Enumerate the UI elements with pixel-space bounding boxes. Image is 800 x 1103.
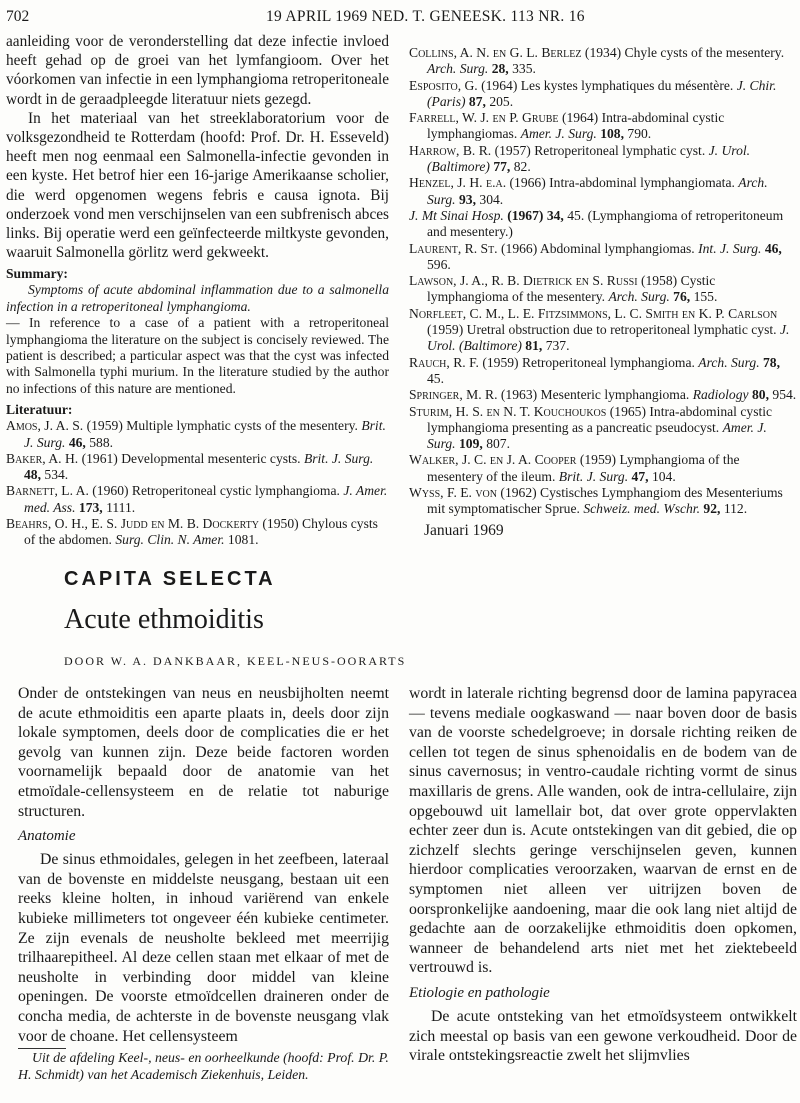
anatomy-heading: Anatomie [18, 828, 76, 845]
reference-volume: 87, [468, 93, 486, 109]
reference-item [409, 273, 797, 306]
etiology-paragraph: De acute ontsteking van het etmoïdsysteem ontwikkelt zich meestal op basis van een gewone verkoudheid. Door de virale ontstekingsreactie zwelt het slijmvlies [409, 1007, 797, 1065]
reference-item [6, 451, 389, 484]
reference-volume: 93, [458, 191, 476, 207]
signature-date: Januari 1969 [424, 522, 504, 539]
anatomy-continuation: wordt in laterale richting begrensd door de lamina papyracea — tevens mediale oogkaswand — naar boven door de basis van de voorste schedelgroeve; in dorsale richting reiken de cellen tot tegen de sinus sphenoidalis en de bodem van de sinus cavernosus; in ventro-caudale richting vormt de sinus maxillaris de grens. Alle wanden, ook de intra-cellulaire, zijn opgebouwd uit lamellair bot, dat over grote oppervlakten echter zeer dun is. Acute ontstekingen van dit gebied, die op zichzelf slechts geringe verschijnselen geven, kunnen hierdoor complicaties veroorzaken, waarvan de ernst en de symptomen niet alleen ver uitrijzen boven de oorspronkelijke aandoening, maar die ook lang niet altijd de gedachte aan de oorzakelijke ethmoiditis doen opkomen, wanneer de behandelend arts niet met het ziektebeeld vertrouwd is. [409, 685, 797, 977]
reference-volume: 109, [458, 436, 483, 452]
page-header [6, 8, 796, 30]
reference-journal: Arch. Surg. [698, 354, 760, 370]
intro-paragraph: Onder de ontstekingen van neus en neusbijholten neemt de acute ethmoiditis een aparte plaats in, deels door zijn lokale symptomen, deels door de complicaties die er het gevolg van kunnen zijn. Deze beide factoren worden voornamelijk bepaald door de anatomie van het etmoïdale-cellensysteem en de relatie tot naburige structuren. [18, 685, 389, 820]
reference-pages: 82. [513, 159, 531, 175]
top-left-column [6, 32, 389, 549]
reference-authors: Harrow, B. R. [409, 142, 492, 158]
reference-pages: 1081. [227, 532, 259, 548]
reference-authors: Lawson, J. A., R. B. Dietrick en S. Russi [409, 273, 638, 289]
reference-item [409, 208, 797, 241]
reference-authors: Esposito, G. [409, 77, 478, 93]
reference-pages: 45. (Lymphangioma of retroperitoneum and mesentery.) [427, 207, 784, 240]
reference-authors: Baker, A. H. [6, 450, 79, 466]
reference-journal: Amer. J. Surg. [427, 419, 767, 452]
paragraph-continuation: aanleiding voor de veronderstelling dat deze infectie invloed heeft gehad op de groei van het lymfangioom. Over het vóorkomen van infectie in een lymphangioma retroperitoneale wordt in de geraadpleegde literatuur niets gezegd. [6, 33, 389, 108]
reference-title: (1959) Retroperitoneal lymphangioma. [482, 354, 695, 370]
summary-text: — In reference to a case of a patient with a retroperitoneal lymphangioma the literature on the subject is concisely reviewed. The patient is described; a particular aspect was that the cyst was infected with Salmonella typhi murium. In the literature studied by the author no infections of this nature are mentioned. [6, 315, 389, 396]
footnote: Uit de afdeling Keel-, neus- en oorheelkunde (hoofd: Prof. Dr. P. H. Schmidt) van het Academisch Ziekenhuis, Leiden. [18, 1050, 389, 1083]
reference-volume: (1967) 34, [507, 207, 564, 223]
reference-authors: Beahrs, O. H., E. S. Judd en M. B. Dockerty [6, 516, 259, 532]
reference-pages: 737. [545, 338, 570, 354]
reference-authors: Henzel, J. H. e.a. [409, 175, 507, 191]
reference-pages: 807. [486, 436, 510, 452]
reference-title: (1966) Abdominal lymphangiomas. [501, 240, 695, 256]
paragraph-salmonella: In het materiaal van het streeklaboratorium voor de volksgezondheid te Rotterdam (hoofd: Prof. Dr. H. Esseveld) heeft men nog eenmaal een Salmonella-infectie gevonden in een kyste. Het betrof hier een 16-jarige Amerikaanse scholier, die werd opgenomen wegens febris e causa ignota. Bij onderzoek vond men verschijnselen van een subfrenisch abces links. Bij operatie werd een geïnfecteerde miltkyste gevonden, waaruit Salmonella görlitz werd gekweekt. [6, 109, 389, 262]
reference-journal: J. Chir. (Paris) [427, 77, 777, 109]
byline: DOOR W. A. DANKBAAR, KEEL-NEUS-OORARTS [64, 654, 407, 668]
reference-item [409, 45, 797, 78]
reference-item [6, 418, 389, 451]
reference-volume: 76, [673, 289, 691, 305]
literature-heading: Literatuur: [6, 402, 73, 418]
reference-journal: Brit. J. Surg. [558, 468, 629, 484]
reference-authors: Sturim, H. S. en N. T. Kouchoukos [409, 403, 607, 419]
reference-authors: Barnett, L. A. [6, 483, 89, 499]
reference-item [6, 483, 389, 516]
reference-journal: J. Urol. (Baltimore) [427, 322, 790, 354]
reference-title: (1950) Chylous cysts of the abdomen. [24, 516, 378, 548]
reference-volume: 78, [763, 354, 780, 370]
reference-journal: Arch. Surg. [427, 61, 489, 77]
reference-authors: Collins, A. N. en G. L. Berlez [409, 45, 582, 60]
reference-authors: Farrell, W. J. en P. Grube [409, 110, 559, 126]
reference-pages: 45. [427, 370, 444, 386]
reference-volume: 108, [600, 126, 624, 142]
reference-volume: 47, [631, 468, 649, 484]
reference-title: (1959) Lymphangioma of the mesentery of the ileum. [427, 452, 740, 484]
reference-title: (1959) Uretral obstruction due to retroperitoneal lymphatic cyst. [427, 322, 777, 338]
reference-authors: Norfleet, C. M., L. E. Fitzsimmons, L. C. Smith en K. P. Carlson [409, 305, 778, 321]
running-head: 19 APRIL 1969 NED. T. GENEESK. 113 NR. 16 [266, 8, 585, 25]
reference-item [409, 306, 797, 355]
reference-item [409, 78, 797, 111]
reference-title: (1963) Mesenteric lymphangioma. [500, 387, 690, 403]
article-right-column [409, 684, 797, 1066]
reference-journal: Brit. J. Surg. [24, 418, 386, 450]
reference-volume: 28, [491, 61, 509, 77]
reference-pages: 104. [651, 468, 676, 484]
reference-journal: Arch. Surg. [608, 289, 670, 305]
reference-title: (1957) Retroperitoneal lymphatic cyst. [494, 142, 706, 158]
reference-list-left [6, 418, 389, 548]
etiology-heading: Etiologie en pathologie [409, 984, 550, 1001]
reference-volume: 80, [751, 387, 769, 403]
reference-journal: Radiology [692, 387, 749, 403]
section-label: CAPITA SELECTA [64, 568, 276, 590]
reference-journal: Amer. J. Surg. [520, 126, 597, 142]
summary-title: Symptoms of acute abdominal inflammation due to a salmonella infection in a retroperitoneal lymphangioma. [6, 282, 389, 314]
reference-pages: 112. [723, 501, 748, 517]
reference-title: (1958) Cystic lymphangioma of the mesentery. [427, 273, 716, 305]
reference-item [409, 387, 797, 403]
reference-title: (1960) Retroperitoneal cystic lymphangioma. [92, 483, 340, 499]
reference-item [409, 452, 797, 485]
reference-pages: 304. [479, 191, 504, 207]
anatomy-paragraph: De sinus ethmoidales, gelegen in het zeefbeen, lateraal van de bovenste en middelste neusgang, bestaan uit een reeks kleine holten, in inhoud variërend van enkele kubieke millimeters tot ongeveer één kubieke centimeter. Ze zijn evenals de neusholte bekleed met meerrijig trilhaarepitheel. Al deze cellen staan met elkaar of met de neusholte in verbinding door middel van kleine openingen. De voorste etmoïdcellen draineren onder de concha media, de achterste in de bovenste neusgang vlak voor de choane. Het cellensysteem [18, 851, 389, 1045]
summary [6, 282, 389, 397]
reference-volume: 81, [525, 338, 543, 354]
reference-title: (1964) Les kystes lymphatiques du mésentère. [481, 77, 734, 93]
reference-title: (1965) Intra-abdominal cystic lymphangioma presenting as a pancreatic pseudocyst. [427, 403, 773, 435]
page-number: 702 [6, 8, 30, 25]
reference-item [409, 404, 797, 453]
reference-item [409, 485, 797, 518]
reference-pages: 534. [44, 467, 69, 483]
reference-authors: Springer, M. R. [409, 387, 498, 403]
reference-volume: 46, [68, 434, 86, 450]
reference-journal: Surg. Clin. N. Amer. [115, 532, 225, 548]
reference-title: (1962) Cystisches Lymphangiom des Mesenteriums mit symptomatischer Sprue. [427, 485, 783, 517]
reference-item [409, 355, 797, 388]
reference-title: (1964) Intra-abdominal cystic lymphangiomas. [427, 110, 725, 142]
summary-heading: Summary: [6, 266, 68, 282]
reference-item [409, 143, 797, 176]
reference-list-right [409, 45, 797, 518]
reference-title: (1961) Developmental mesenteric cysts. [81, 450, 301, 466]
reference-pages: 790. [627, 126, 652, 142]
reference-journal: J. Urol. (Baltimore) [427, 142, 751, 175]
reference-volume: 92, [703, 501, 721, 517]
reference-item [409, 110, 797, 143]
reference-pages: 596. [427, 256, 451, 272]
reference-volume: 173, [78, 499, 103, 515]
reference-pages: 155. [693, 289, 718, 305]
reference-journal: J. Amer. med. Ass. [24, 483, 388, 515]
article-title: Acute ethmoiditis [64, 604, 264, 635]
reference-authors: Wyss, F. E. von [409, 485, 498, 501]
reference-title: (1934) Chyle cysts of the mesentery. [584, 45, 785, 60]
reference-journal: Arch. Surg. [427, 175, 768, 207]
reference-pages: 954. [772, 387, 797, 403]
reference-volume: 46, [764, 240, 782, 256]
reference-journal: Brit. J. Surg. [303, 450, 374, 466]
reference-pages: 588. [89, 434, 114, 450]
reference-title: (1959) Multiple lymphatic cysts of the mesentery. [86, 418, 358, 434]
reference-item [6, 516, 389, 549]
reference-authors: Walker, J. C. en J. A. Cooper [409, 452, 577, 468]
reference-journal: J. Mt Sinai Hosp. [409, 207, 504, 223]
article-left-column [18, 684, 389, 1083]
top-right-column [409, 45, 797, 518]
reference-volume: 77, [493, 159, 511, 175]
reference-authors: Rauch, R. F. [409, 354, 479, 370]
reference-item [409, 241, 797, 274]
reference-pages: 1111. [106, 499, 136, 515]
reference-pages: 335. [512, 61, 536, 77]
reference-volume: 48, [24, 467, 41, 483]
reference-authors: Laurent, R. St. [409, 240, 498, 256]
reference-pages: 205. [489, 93, 514, 109]
reference-journal: Schweiz. med. Wschr. [583, 501, 700, 517]
reference-item [409, 175, 797, 208]
reference-authors: Amos, J. A. S. [6, 418, 84, 434]
reference-title: (1966) Intra-abdominal lymphangiomata. [509, 175, 735, 191]
reference-journal: Int. J. Surg. [698, 240, 762, 256]
